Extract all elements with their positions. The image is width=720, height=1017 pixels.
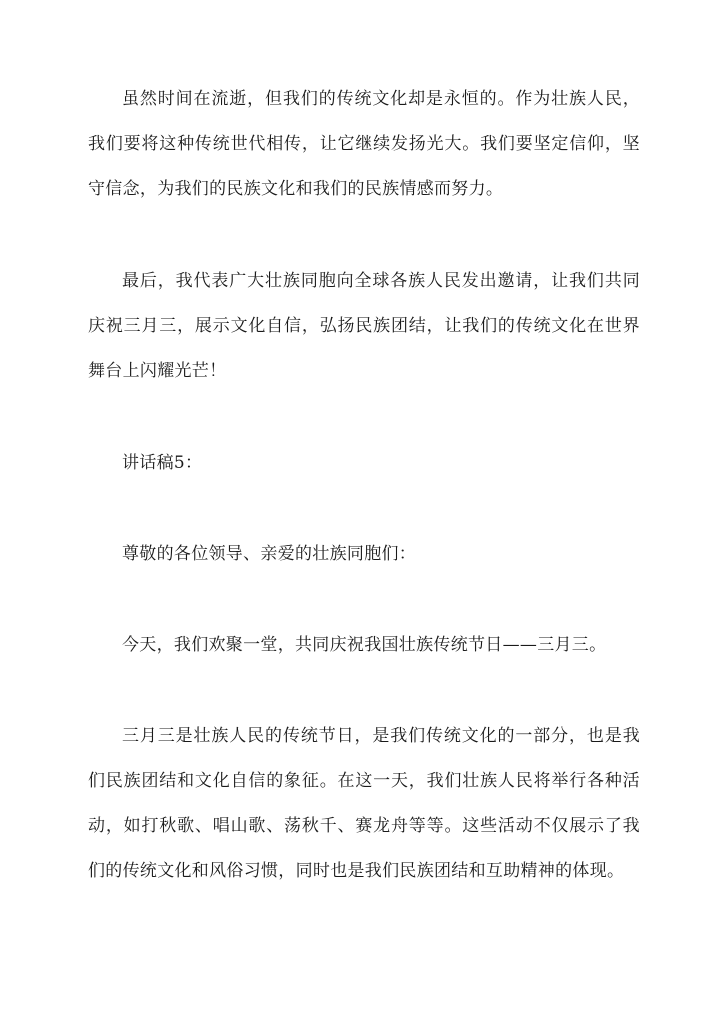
- salutation: 尊敬的各位领导、亲爱的壮族同胞们：: [122, 544, 417, 564]
- paragraph-heritage: 虽然时间在流逝，但我们的传统文化却是永恒的。作为壮族人民，我们要将这种传统世代相传，让它继续发扬光大。我们要坚定信仰，坚守信念，为我们的民族文化和我们的民族情感而努力。: [88, 89, 640, 199]
- paragraph-opening: 今天，我们欢聚一堂，共同庆祝我国壮族传统节日——三月三。: [122, 635, 607, 655]
- paragraph-invitation: 最后，我代表广大壮族同胞向全球各族人民发出邀请，让我们共同庆祝三月三，展示文化自信，弘扬民族团结，让我们的传统文化在世界舞台上闪耀光芒！: [88, 271, 640, 381]
- paragraph-festival: 三月三是壮族人民的传统节日，是我们传统文化的一部分，也是我们民族团结和文化自信的象征。在这一天，我们壮族人民将举行各种活动，如打秋歌、唱山歌、荡秋千、赛龙舟等等。这些活动不仅展示了我们的传统文化和风俗习惯，同时也是我们民族团结和互助精神的体现。: [88, 726, 640, 881]
- speech-heading: 讲话稿5：: [122, 453, 203, 473]
